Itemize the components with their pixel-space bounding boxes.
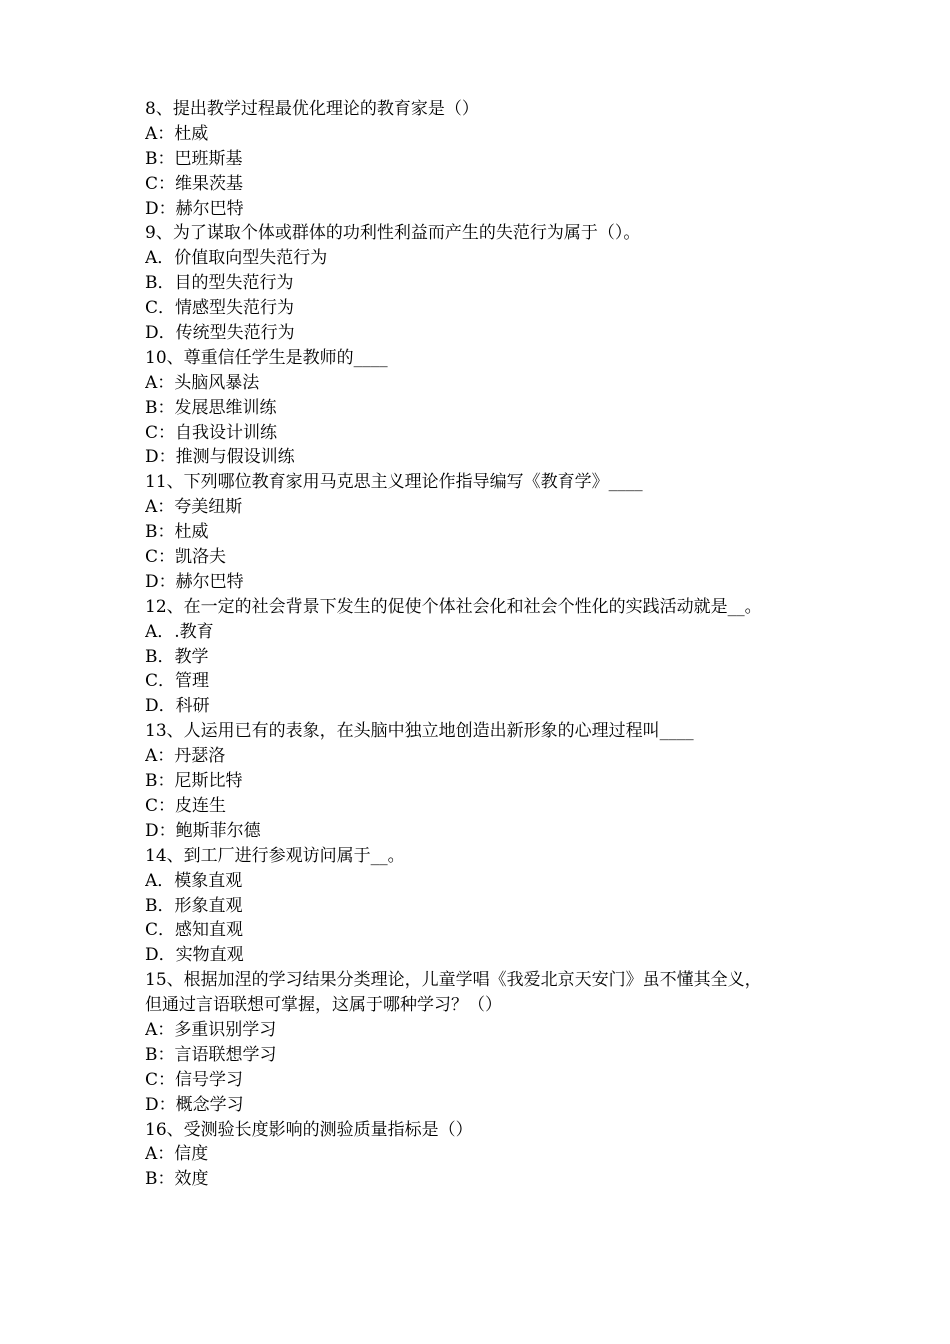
question-13-option-a: A：丹瑟洛	[145, 746, 226, 767]
question-8-option-c: C：维果茨基	[145, 173, 244, 194]
question-15-stem-line-1: 15、根据加涅的学习结果分类理论，儿童学唱《我爱北京天安门》虽不懂其全义，	[145, 970, 762, 991]
question-10-stem: 10、尊重信任学生是教师的____	[145, 347, 388, 368]
question-9-option-a: A．价值取向型失范行为	[145, 248, 328, 269]
question-10-option-c: C：自我设计训练	[145, 422, 278, 443]
question-11-option-d: D：赫尔巴特	[145, 571, 244, 592]
question-9-option-c: C．情感型失范行为	[145, 298, 295, 319]
question-13-stem: 13、人运用已有的表象，在头脑中独立地创造出新形象的心理过程叫____	[145, 721, 694, 742]
question-13-option-c: C：皮连生	[145, 795, 227, 816]
question-14-option-a: A．模象直观	[145, 870, 243, 891]
question-14-option-c: C．感知直观	[145, 920, 244, 941]
question-9-stem: 9、为了谋取个体或群体的功利性利益而产生的失范行为属于（）。	[145, 223, 641, 244]
question-12-option-a: A．.教育	[145, 621, 214, 642]
question-10-option-d: D：推测与假设训练	[145, 447, 295, 468]
question-13-option-b: B：尼斯比特	[145, 771, 243, 792]
question-12-option-d: D．科研	[145, 696, 210, 717]
question-8-option-d: D：赫尔巴特	[145, 198, 244, 219]
question-16-stem: 16、受测验长度影响的测验质量指标是（）	[145, 1119, 473, 1140]
question-11-option-c: C：凯洛夫	[145, 547, 227, 568]
question-12-stem: 12、在一定的社会背景下发生的促使个体社会化和社会个性化的实践活动就是__。	[145, 596, 762, 617]
question-8-option-b: B：巴班斯基	[145, 148, 243, 169]
question-15-option-d: D：概念学习	[145, 1094, 244, 1115]
question-14-option-d: D．实物直观	[145, 945, 244, 966]
question-list	[145, 97, 845, 1192]
question-14-option-b: B．形象直观	[145, 895, 243, 916]
question-15-option-a: A：多重识别学习	[145, 1019, 277, 1040]
question-10-option-a: A：头脑风暴法	[145, 372, 260, 393]
question-9-option-d: D．传统型失范行为	[145, 323, 295, 344]
question-16-option-a: A：信度	[145, 1144, 209, 1165]
question-13-option-d: D：鲍斯菲尔德	[145, 820, 261, 841]
question-8-stem: 8、提出教学过程最优化理论的教育家是（）	[145, 99, 479, 119]
question-15-option-b: B：言语联想学习	[145, 1044, 277, 1065]
question-15-option-c: C：信号学习	[145, 1069, 244, 1090]
question-11-stem: 11、下列哪位教育家用马克思主义理论作指导编写《教育学》____	[145, 472, 643, 493]
question-11-option-b: B：杜威	[145, 522, 209, 543]
question-14-stem: 14、到工厂进行参观访问属于__。	[145, 845, 405, 866]
question-12-option-b: B．教学	[145, 646, 209, 667]
question-15-stem-line-2: 但通过言语联想可掌握，这属于哪种学习？（）	[145, 995, 502, 1016]
question-16-option-b: B：效度	[145, 1169, 209, 1190]
question-9-option-b: B．目的型失范行为	[145, 273, 294, 294]
question-12-option-c: C．管理	[145, 671, 210, 692]
question-10-option-b: B：发展思维训练	[145, 397, 277, 418]
question-11-option-a: A：夸美纽斯	[145, 497, 243, 518]
question-8-option-a: A：杜威	[145, 123, 209, 144]
